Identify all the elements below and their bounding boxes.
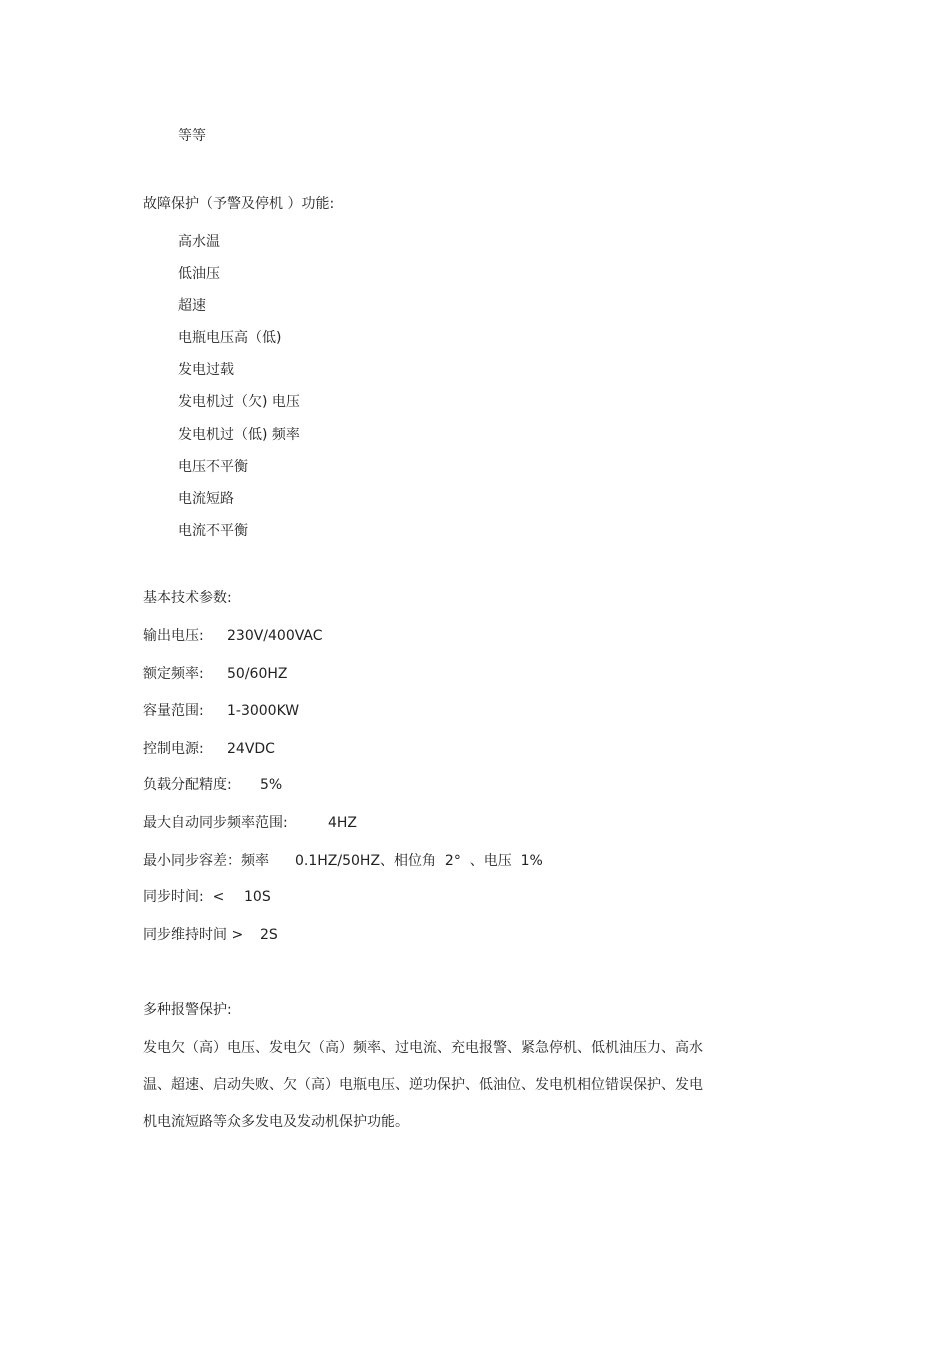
param-label: 最大自动同步频率范围: (143, 815, 288, 831)
param-label: 控制电源: (143, 741, 204, 757)
list-item: 低油压 (178, 266, 220, 282)
list-item: 电压不平衡 (178, 459, 248, 475)
list-item: 电流不平衡 (178, 523, 248, 539)
alarm-protection-heading: 多种报警保护: (143, 1002, 232, 1018)
param-value: 0.1HZ/50HZ、相位角 2° 、电压 1% (295, 853, 543, 869)
param-value: 4HZ (328, 815, 358, 831)
param-value: 1-3000KW (227, 703, 300, 719)
list-item: 发电过载 (178, 362, 234, 378)
param-label: 额定频率: (143, 666, 204, 682)
param-value: 24VDC (227, 741, 275, 757)
param-value: 10S (244, 889, 271, 905)
list-item: 电流短路 (178, 491, 234, 507)
list-item: 电瓶电压高（低) (178, 330, 282, 346)
paragraph-line: 温、超速、启动失败、欠（高）电瓶电压、逆功保护、低油位、发电机相位错误保护、发电 (143, 1077, 703, 1093)
param-value: 230V/400VAC (227, 628, 323, 644)
param-label: 负载分配精度: (143, 777, 232, 793)
param-label: 同步时间: < (143, 889, 225, 905)
paragraph-line: 机电流短路等众多发电及发动机保护功能。 (143, 1114, 409, 1130)
list-item: 发电机过（欠) 电压 (178, 394, 300, 410)
param-value: 2S (260, 927, 278, 943)
param-label: 最小同步容差：频率 (143, 853, 269, 869)
tech-params-heading: 基本技术参数: (143, 590, 232, 606)
paragraph-line: 发电欠（高）电压、发电欠（高）频率、过电流、充电报警、紧急停机、低机油压力、高水 (143, 1040, 703, 1056)
list-item: 超速 (178, 298, 206, 314)
param-value: 5% (260, 777, 283, 793)
param-label: 容量范围: (143, 703, 204, 719)
param-label: 同步维持时间 > (143, 927, 244, 943)
list-item: 高水温 (178, 234, 220, 250)
intro-line: 等等 (178, 128, 206, 144)
param-value: 50/60HZ (227, 666, 288, 682)
fault-protection-heading: 故障保护（予警及停机 ）功能: (143, 196, 335, 212)
list-item: 发电机过（低) 频率 (178, 427, 300, 443)
param-label: 输出电压: (143, 628, 204, 644)
